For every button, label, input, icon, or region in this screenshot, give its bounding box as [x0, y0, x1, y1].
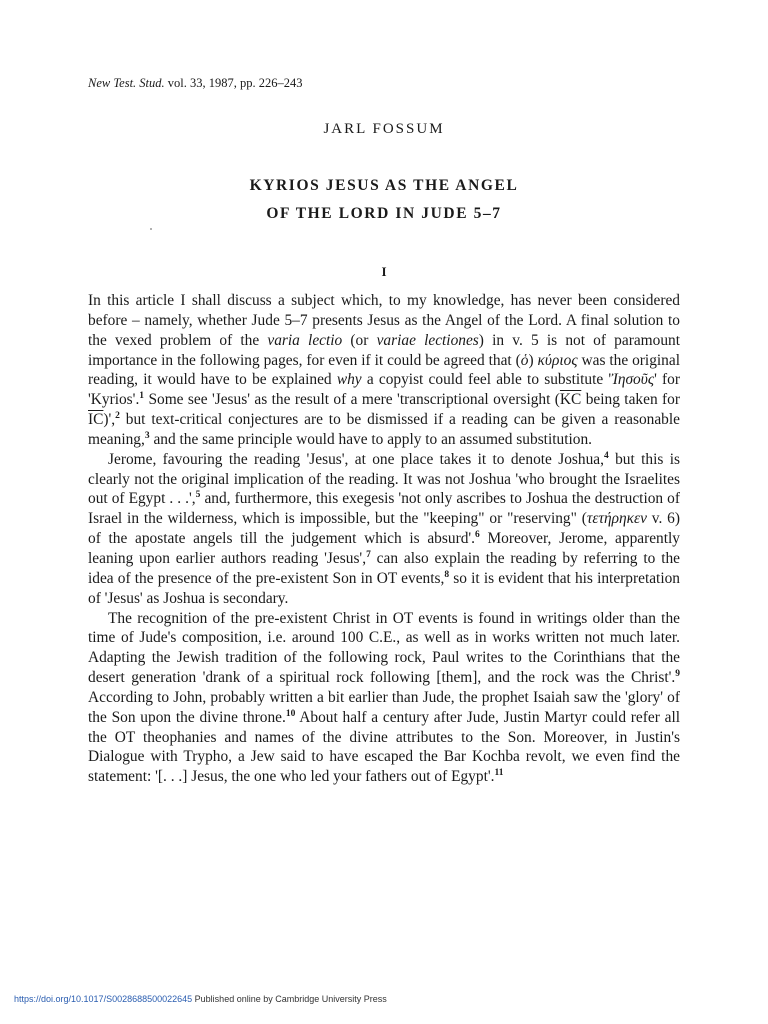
published-note: Published online by Cambridge University Press — [194, 994, 387, 1004]
page-footer — [14, 994, 387, 1004]
footnote-ref: 3 — [144, 430, 150, 441]
scan-speck — [150, 228, 152, 230]
text-run: a copyist could feel able to substitute ' — [361, 371, 612, 389]
italic-text: varia lectio — [267, 331, 343, 349]
footnote-ref: 1 — [139, 391, 145, 402]
text-run: Jerome, favouring the reading 'Jesus', at one place takes it to denote Joshua, — [108, 450, 604, 468]
footnote-ref: 8 — [444, 569, 450, 580]
footnote-ref: 6 — [475, 530, 480, 541]
text-run: so it is evident that his interpretation of 'Jesus' as Joshua is secondary. — [88, 569, 680, 607]
italic-text: why — [336, 371, 362, 389]
text-run: ' for 'Kyrios'. — [88, 371, 680, 409]
text-run: (or — [342, 331, 377, 349]
footnote-ref: 9 — [675, 669, 680, 680]
text-run: and the same principle would have to apply to an assumed substitution. — [149, 430, 592, 448]
text-run: According to John, probably written a bit earlier than Jude, the prophet Isaiah saw the 'glory' of the Son upon the divine throne. — [88, 688, 680, 726]
footnote-ref: 11 — [494, 768, 504, 779]
italic-text: variae lectiones — [376, 331, 479, 349]
text-run: ) — [528, 351, 538, 369]
text-run: but this is clearly not the original implication of the reading. It was not Joshua 'who brought the Israelites out of Egypt . . .', — [88, 450, 680, 508]
article-title-line-1: KYRIOS JESUS AS THE ANGEL — [249, 177, 519, 194]
text-run: but text-critical conjectures are to be dismissed if a reading can be given a reasonable meaning, — [88, 411, 680, 448]
author-name: JARL FOSSUM — [323, 121, 445, 137]
text-run: About half a century after Jude, Justin Martyr could refer all the OT theophanies and names of the divine attributes to the Son. Moreover, in Justin's Dialogue with Trypho, a Jew said to have escaped the Bar Kochba revolt, we even find the statement: '[. . .] Jesus, the one who led your fathers out of Egypt'. — [88, 708, 680, 786]
text-run: The recognition of the pre-existent Christ in OT events is found in writings older than the time of Jude's composition, i.e. around 100 C.E., as well as in works written not much later. Adapting the Jewish tradition of the following rock, Paul writes to the Corinthians that the desert generation 'drank of a spiritual rock following [them], and the rock was the Christ'. — [88, 609, 680, 687]
footnote-ref: 7 — [366, 549, 371, 560]
text-run: In this article I shall discuss a subject which, to my knowledge, has never been considered before – namely, whether Jude 5–7 presents Jesus as the Angel of the Lord. A final solution to the vexed problem of the — [88, 292, 680, 349]
italic-text: ὁ — [520, 351, 529, 369]
text-run: Some see 'Jesus' as the result of a mere 'transcriptional oversight ( — [144, 391, 560, 409]
text-run: can also explain the reading by referring to the idea of the presence of the pre-existent Son in OT events, — [88, 549, 680, 587]
text-run: Moreover, Jerome, apparently leaning upon earlier authors reading 'Jesus', — [88, 530, 681, 567]
text-run: v. 6) of the apostate angels till the judgement which is absurd'. — [88, 510, 681, 548]
paragraph-3 — [88, 609, 680, 788]
footnote-ref: 4 — [603, 450, 609, 461]
nomen-sacrum: $\overline{IC}$ — [88, 411, 104, 429]
footnote-ref: 2 — [115, 411, 120, 422]
italic-text: κύριος — [537, 351, 578, 369]
text-run: being taken for — [581, 391, 680, 409]
article-title-line-2: OF THE LORD IN JUDE 5–7 — [266, 205, 502, 222]
journal-name: New Test. Stud. — [88, 76, 165, 90]
italic-text: τετήρηκεν — [586, 510, 647, 528]
journal-citation — [88, 76, 303, 91]
doi-link[interactable]: https://doi.org/10.1017/S0028688500022645 — [14, 994, 193, 1004]
nomen-sacrum: $\overline{KC}$ — [559, 391, 582, 409]
text-run: was the original reading, it would have to be explained — [88, 351, 680, 389]
text-run: )', — [103, 411, 116, 429]
article-body — [88, 291, 680, 787]
paragraph-1 — [88, 291, 680, 450]
paragraph-2 — [88, 450, 680, 609]
journal-details: vol. 33, 1987, pp. 226–243 — [167, 76, 303, 90]
footnote-ref: 10 — [285, 708, 296, 719]
section-number: I — [381, 264, 387, 279]
footnote-ref: 5 — [195, 490, 201, 501]
italic-text: Ἰησοῦς — [611, 371, 655, 389]
text-run: and, furthermore, this exegesis 'not only ascribes to Joshua the destruction of Israel in the wilderness, which is impossible, but the "keeping" or "reserving" ( — [88, 490, 680, 528]
text-run: ) in v. 5 is not of paramount importance in the following pages, for even if it could be agreed that ( — [88, 331, 680, 369]
